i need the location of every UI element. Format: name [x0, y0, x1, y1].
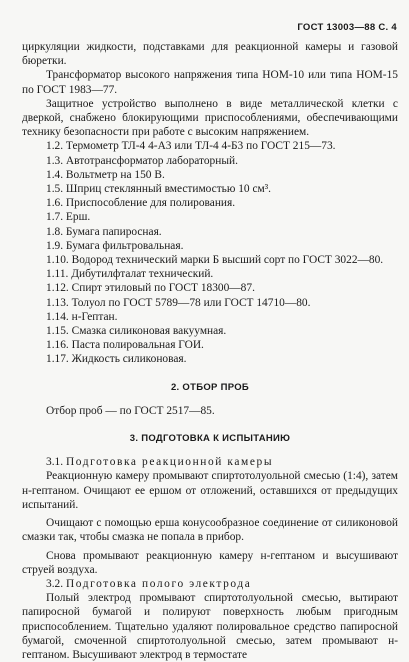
subsection-heading [22, 455, 398, 469]
subsection-title: Подготовка реакционной камеры [65, 456, 274, 469]
list-item: 1.4. Вольтметр на 150 В. [46, 168, 165, 181]
subsection-title: Подготовка полого электрода [65, 577, 252, 590]
list-item: 1.16. Паста полировальная ГОИ. [46, 339, 204, 352]
document-body [22, 40, 398, 662]
paragraph: Отбор проб — по ГОСТ 2517—85. [46, 404, 215, 417]
paragraph: циркуляции жидкости, подставками для реакционной камеры и газовой бюретки. [22, 41, 398, 68]
list-item: 1.17. Жидкость силиконовая. [46, 353, 187, 366]
list-item: 1.8. Бумага папиросная. [46, 225, 162, 238]
list-item: 1.14. н-Гептан. [46, 310, 118, 323]
subsection-heading [22, 577, 398, 591]
subsection-number: 3.1. [46, 456, 64, 469]
paragraph: Снова промывают реакционную камеру н-гептаном и высушивают струей воздуха. [22, 549, 398, 576]
list-item: 1.9. Бумага фильтровальная. [46, 239, 184, 252]
list-item: 1.11. Дибутилфталат технический. [46, 268, 214, 281]
list-item: 1.3. Автотрансформатор лабораторный. [46, 154, 238, 167]
list-item: 1.10. Водород технический марки Б высший сорт по ГОСТ 3022—80. [46, 254, 384, 267]
list-item: 1.7. Ерш. [46, 211, 91, 224]
subsection-number: 3.2. [46, 577, 64, 590]
paragraph: Полый электрод промывают спиртотолуольной смесью, вытирают папиросной бумагой и полируют поверхность любым пригодным приспособлением. Тщательно удаляют полировальное средство папиросной бумагой, смоченной спиртотолуольной смесью, затем промывают н-гептаном. Высушивают электрод в термостате [22, 592, 398, 661]
list-item: 1.6. Приспособление для полирования. [46, 197, 236, 210]
page-header: ГОСТ 13003—88 С. 4 [297, 22, 397, 33]
paragraph: Реакционную камеру промывают спиртотолуольной смесью (1:4), затем н-гептаном. Очищают ее ершом от отложений, оставшихся от предыдущих испытаний. [22, 470, 398, 511]
paragraph: Очищают с помощью ерша конусообразное соединение от силиконовой смазки так, чтобы смазка не попала в прибор. [22, 517, 398, 544]
section-heading: 2. ОТБОР ПРОБ [170, 381, 250, 393]
list-item: 1.15. Смазка силиконовая вакуумная. [46, 325, 227, 338]
list-item: 1.12. Спирт этиловый по ГОСТ 18300—87. [46, 282, 255, 295]
equipment-list [22, 139, 398, 366]
section-heading: 3. ПОДГОТОВКА К ИСПЫТАНИЮ [129, 433, 291, 445]
list-item: 1.2. Термометр ТЛ-4 4-А3 или ТЛ-4 4-Б3 по ГОСТ 215—73. [46, 140, 336, 153]
paragraph: Защитное устройство выполнено в виде металлической клетки с дверкой, снабжено блокирующими приспособлениями, обеспечивающими технику безопасности при работе с высоким напряжением. [22, 97, 398, 139]
list-item: 1.13. Толуол по ГОСТ 5789—78 или ГОСТ 14710—80. [46, 296, 311, 309]
list-item: 1.5. Шприц стеклянный вместимостью 10 см³. [46, 183, 271, 196]
paragraph: Трансформатор высокого напряжения типа НОМ-10 или типа НОМ-15 по ГОСТ 1983—77. [22, 69, 398, 96]
